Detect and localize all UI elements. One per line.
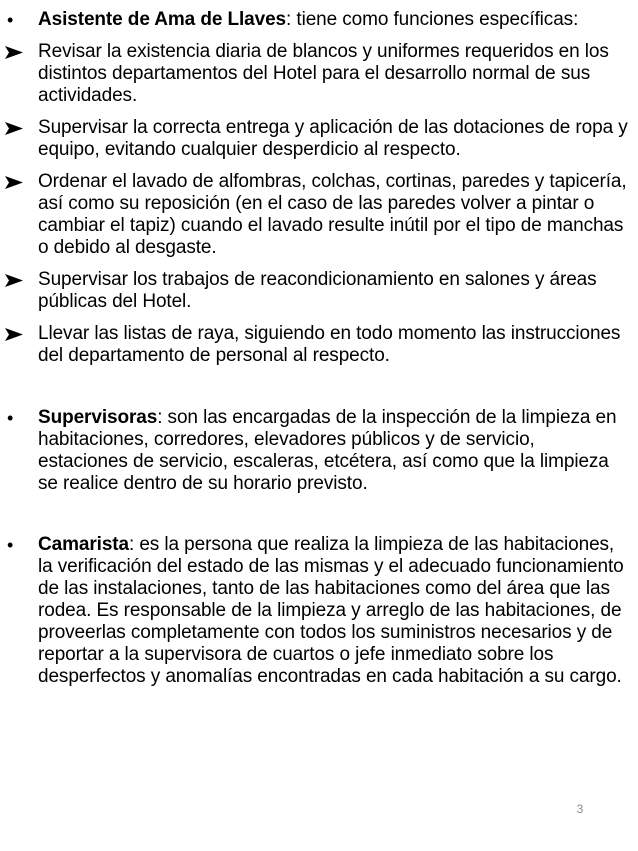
list-item-text: Supervisar la correcta entrega y aplicación de las dotaciones de ropa y equipo, evitando cualquier desperdicio al respecto. <box>38 117 628 160</box>
arrow-bullet-icon <box>5 328 23 341</box>
list-item-text: Supervisar los trabajos de reacondicionamiento en salones y áreas públicas del Hotel. <box>38 269 597 312</box>
arrow-bullet-icon <box>5 122 23 135</box>
page-number: 3 <box>576 802 584 816</box>
bullet-icon: • <box>7 408 14 428</box>
term-label: Camarista <box>38 534 129 555</box>
arrow-bullet-icon <box>5 274 23 287</box>
section-paragraph <box>38 407 628 495</box>
bullet-icon: • <box>7 535 14 555</box>
section-heading <box>38 9 628 31</box>
term-intro: : tiene como funciones específicas: <box>286 9 579 30</box>
list-item-text: Revisar la existencia diaria de blancos y uniformes requeridos en los distintos departamentos del Hotel para el desarrollo normal de sus actividades. <box>38 41 609 106</box>
section-camarista <box>7 534 628 688</box>
list-item <box>38 171 628 259</box>
list-item <box>38 117 628 161</box>
arrow-bullet-icon <box>5 176 23 189</box>
section-paragraph <box>38 534 628 688</box>
term-label: Supervisoras <box>38 407 158 428</box>
section-supervisoras <box>7 407 628 495</box>
list-item-text: Llevar las listas de raya, siguiendo en todo momento las instrucciones del departamento de personal al respecto. <box>38 323 621 366</box>
list-item <box>38 269 628 313</box>
list-item-text: Ordenar el lavado de alfombras, colchas, cortinas, paredes y tapicería, así como su reposición (en el caso de las paredes volver a pintar o cambiar el tapiz) cuando el lavado resulte inútil por el tipo de manchas o debido al desgaste. <box>38 171 627 258</box>
arrow-bullet-icon <box>5 46 23 59</box>
term-label: Asistente de Ama de Llaves <box>38 9 287 30</box>
bullet-icon: • <box>7 10 14 30</box>
term-description: : son las encargadas de la inspección de la limpieza en habitaciones, corredores, elevadores públicos y de servicio, estaciones de servicio, escaleras, etcétera, así como que la limpieza se realice dentro de su horario previsto. <box>38 407 617 494</box>
duties-list <box>38 41 628 367</box>
section-asistente <box>7 9 628 367</box>
list-item <box>38 323 628 367</box>
list-item <box>38 41 628 107</box>
term-description: : es la persona que realiza la limpieza de las habitaciones, la verificación del estado de las mismas y el adecuado funcionamiento de las instalaciones, tanto de las habitaciones como del área que las rodea. Es responsable de la limpieza y arreglo de las habitaciones, de proveerlas completamente con todos los suministros necesarios y de reportar a la supervisora de cuartos o jefe inmediato sobre los desperfectos y anomalías encontradas en cada habitación a su cargo. <box>38 534 624 687</box>
